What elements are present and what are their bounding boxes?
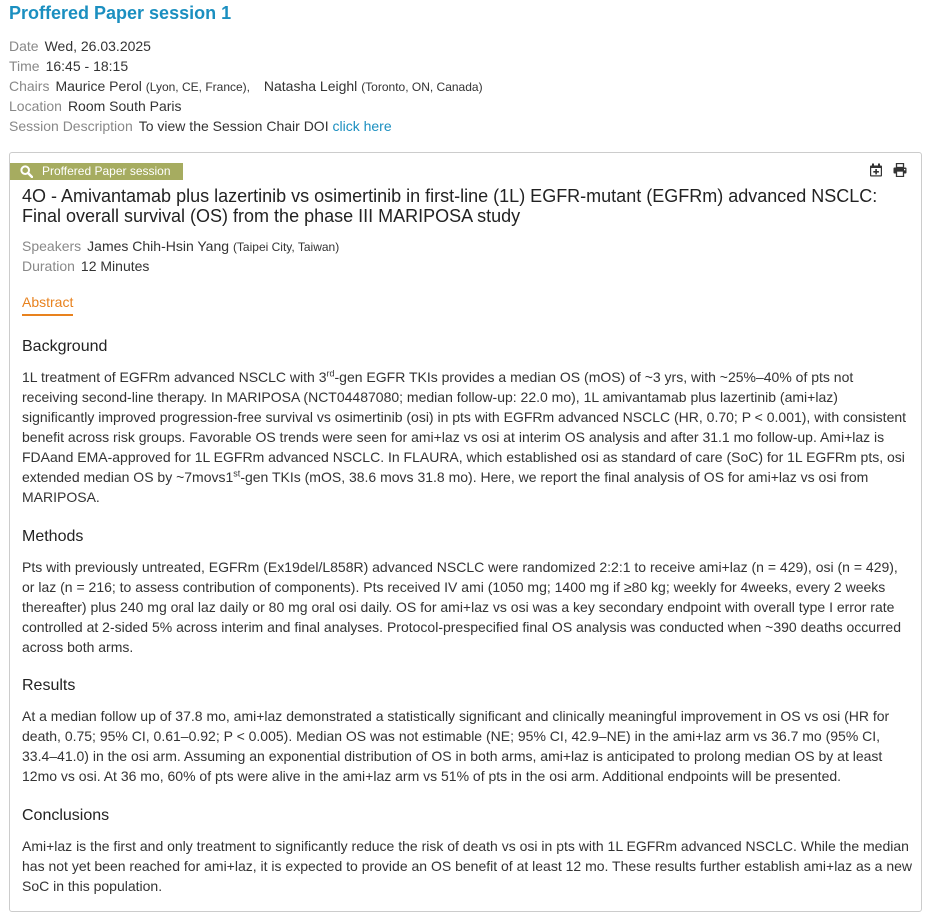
time-value: 16:45 - 18:15 xyxy=(45,58,129,74)
section-text: 1L treatment of EGFRm advanced NSCLC with 3rd-gen EGFR TKIs provides a median OS (mOS) of ~3 yrs, with ~25%–40% of pts not receiving second-line therapy. In MARIPOSA (NCT04487080; median follow-up: 22.0 mo), 1L amivantamab plus lazertinib (ami+laz) significantly improved progression-free survival vs osimertinib (osi) in pts with EGFRm advanced NSCLC (HR, 0.70; P < 0.001), with consistent benefit across risk groups. Favorable OS trends were seen for ami+laz vs osi at interim OS analysis and after 31.1 mo follow-up. Ami+laz is FDAand EMA-approved for 1L EGFRm advanced NSCLC. In FLAURA, which established osi as standard of care (SoC) for 1L EGFRm pts, osi extended median OS by ~7movs1st-gen TKIs (mOS, 38.6 movs 31.8 mo). Here, we report the final analysis of OS for ami+laz vs osi from MARIPOSA. xyxy=(22,368,907,505)
date-value: Wed, 26.03.2025 xyxy=(44,38,151,54)
methods-section xyxy=(22,527,912,657)
results-section xyxy=(22,676,912,786)
calendar-add-icon[interactable] xyxy=(869,163,883,177)
speakers-row xyxy=(22,236,339,256)
time-row xyxy=(9,56,483,76)
chairs-row xyxy=(9,76,483,96)
description-label: Session Description xyxy=(9,118,133,134)
abstract-title: 4O - Amivantamab plus lazertinib vs osimertinib in first-line (1L) EGFR-mutant (EGFRm) advanced NSCLC: Final overall survival (OS) from the phase III MARIPOSA study xyxy=(22,186,878,226)
duration-row xyxy=(22,256,339,276)
conclusions-section xyxy=(22,806,912,896)
speakers-label: Speakers xyxy=(22,238,82,254)
session-title: Proffered Paper session 1 xyxy=(9,3,232,23)
location-value: Room South Paris xyxy=(67,98,182,114)
description-text: To view the Session Chair DOI xyxy=(138,118,329,134)
section-heading: Conclusions xyxy=(22,807,110,824)
presentation-card xyxy=(9,152,922,912)
card-actions xyxy=(869,163,907,177)
background-section xyxy=(22,337,912,507)
duration-value: 12 Minutes xyxy=(80,258,150,274)
chairs-label: Chairs xyxy=(9,78,50,94)
section-heading: Results xyxy=(22,677,76,694)
click-here-link[interactable]: click here xyxy=(332,118,392,134)
chair-location: (Lyon, CE, France), xyxy=(145,80,250,94)
section-text: Ami+laz is the first and only treatment to significantly reduce the risk of death vs osi in pts with 1L EGFRm advanced NSCLC. While the median has not yet been reached for ami+laz, it is expected to provide an OS benefit of at least 12 mo. These results further establish ami+laz as a new SoC in this population. xyxy=(22,838,913,894)
tab-abstract[interactable]: Abstract xyxy=(22,294,73,316)
duration-label: Duration xyxy=(22,258,75,274)
description-row xyxy=(9,116,483,136)
date-label: Date xyxy=(9,38,39,54)
section-text: Pts with previously untreated, EGFRm (Ex19del/L858R) advanced NSCLC were randomized 2:2:1 to receive ami+laz (n = 429), osi (n = 429), or laz (n = 216; to assess contribution of components). Pts received IV ami (1050 mg; 1400 mg if ≥80 kg; weekly for 4weeks, every 2 weeks thereafter) plus 240 mg oral laz daily or 80 mg oral osi daily. OS for ami+laz vs osi was a key secondary endpoint with overall type I error rate controlled at 2-sided 5% across interim and final analyses. Protocol-prespecified final OS analysis was conducted when ~390 deaths occurred across both arms. xyxy=(22,559,901,655)
session-type-badge xyxy=(10,163,183,180)
date-row xyxy=(9,36,483,56)
chair-name: Maurice Perol xyxy=(55,78,142,94)
search-icon xyxy=(20,165,33,178)
print-icon[interactable] xyxy=(893,163,907,177)
section-heading: Background xyxy=(22,338,108,355)
badge-label: Proffered Paper session xyxy=(42,164,171,178)
chair-name: Natasha Leighl xyxy=(263,78,358,94)
location-row xyxy=(9,96,483,116)
chair-location: (Toronto, ON, Canada) xyxy=(361,80,483,94)
section-heading: Methods xyxy=(22,528,84,545)
session-meta xyxy=(9,36,483,136)
location-label: Location xyxy=(9,98,62,114)
speaker-name: James Chih-Hsin Yang xyxy=(87,238,230,254)
time-label: Time xyxy=(9,58,40,74)
speaker-meta xyxy=(22,236,339,276)
speaker-location: (Taipei City, Taiwan) xyxy=(232,240,340,254)
section-text: At a median follow up of 37.8 mo, ami+laz demonstrated a statistically significant and clinically meaningful improvement in OS vs osi (HR for death, 0.75; 95% CI, 0.61–0.92; P < 0.005). Median OS was not estimable (NE; 95% CI, 42.9–NE) in the ami+laz arm vs 36.7 mo (95% CI, 33.4–41.0) in the osi arm. Assuming an exponential distribution of OS in both arms, ami+laz is anticipated to prolong median OS by at least 12mo vs osi. At 36 mo, 60% of pts were alive in the ami+laz arm vs 51% of pts in the osi arm. Additional endpoints will be presented. xyxy=(22,708,890,784)
